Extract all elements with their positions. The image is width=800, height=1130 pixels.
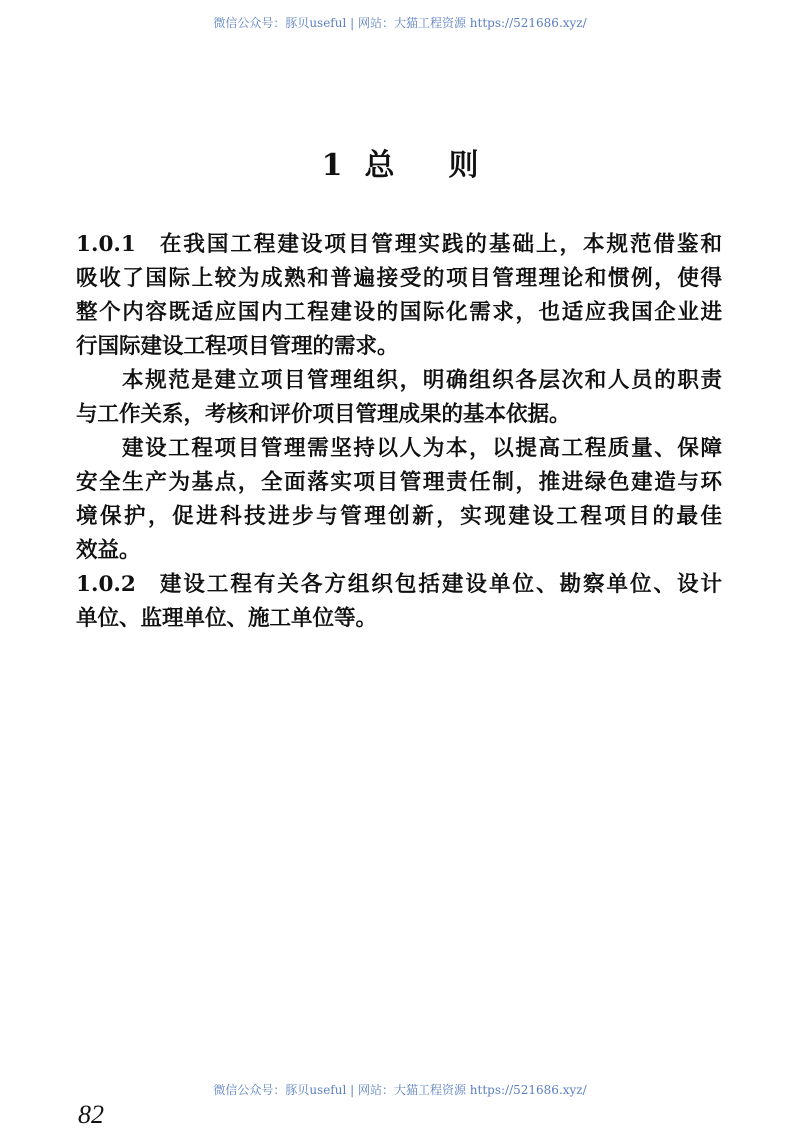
paragraph-line: 境保护，促进科技进步与管理创新，实现建设工程项目的最佳 xyxy=(76,504,722,529)
paragraph-line: 与工作关系，考核和评价项目管理成果的基本依据。 xyxy=(76,402,571,427)
chapter-number: 1 xyxy=(321,148,343,183)
paragraph-line: 效益。 xyxy=(76,538,141,563)
clause-line xyxy=(76,228,722,262)
chapter-body xyxy=(76,228,722,636)
watermark-top: 微信公众号：豚贝useful | 网站：大猫工程资源 https://521686.xyz/ xyxy=(213,16,587,30)
page-number: 82 xyxy=(78,1100,104,1129)
chapter-title-char2: 则 xyxy=(448,148,479,183)
clause-line: 整个内容既适应国内工程建设的国际化需求，也适应我国企业进 xyxy=(76,300,722,325)
watermark-bottom: 微信公众号：豚贝useful | 网站：大猫工程资源 https://521686.xyz/ xyxy=(213,1083,587,1097)
chapter-title xyxy=(0,140,800,184)
clause-line: 吸收了国际上较为成熟和普遍接受的项目管理理论和惯例，使得 xyxy=(76,266,722,291)
chapter-title-char1: 总 xyxy=(364,148,395,183)
clause-text: 建设工程有关各方组织包括建设单位、勘察单位、设计 xyxy=(157,572,722,597)
paragraph-line: 建设工程项目管理需坚持以人为本，以提高工程质量、保障 xyxy=(122,436,722,461)
paragraph-line: 安全生产为基点，全面落实项目管理责任制，推进绿色建造与环 xyxy=(76,470,722,495)
clause-line: 行国际建设工程项目管理的需求。 xyxy=(76,334,399,359)
clause-line xyxy=(76,568,722,602)
clause-text: 在我国工程建设项目管理实践的基础上，本规范借鉴和 xyxy=(157,232,722,257)
clause-number: 1.0.2 xyxy=(76,572,136,597)
clause-line: 单位、监理单位、施工单位等。 xyxy=(76,606,378,631)
paragraph-line: 本规范是建立项目管理组织，明确组织各层次和人员的职责 xyxy=(122,368,722,393)
clause-number: 1.0.1 xyxy=(76,232,136,257)
